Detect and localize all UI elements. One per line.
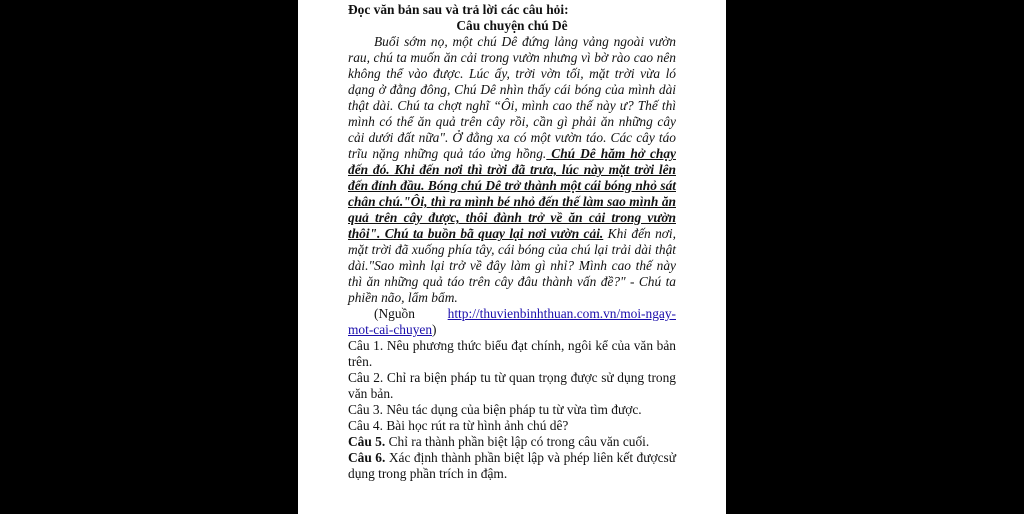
question-item — [348, 402, 676, 418]
story-title: Câu chuyện chú Dê — [456, 18, 568, 33]
document-content — [348, 0, 676, 482]
story-paragraph — [348, 34, 676, 306]
source-suffix: ) — [432, 322, 437, 337]
question-text: Xác định thành phần biệt lập và phép liên kết đượcsử dụng trong phần trích in đậm. — [348, 450, 676, 481]
question-label: Câu 2. — [348, 370, 384, 385]
question-item — [348, 338, 676, 370]
source-prefix: (Nguồn — [374, 306, 415, 321]
question-text: Nêu tác dụng của biện pháp tu từ vừa tìm được. — [382, 402, 642, 417]
instruction-heading: Đọc văn bản sau và trả lời các câu hỏi: — [348, 2, 569, 17]
question-text: Chỉ ra thành phần biệt lập có trong câu văn cuối. — [385, 434, 650, 449]
story-part-2: Khi đến nơi, mặt trời đã xuống phía tây, cái bóng của chú lại trải dài thật dài."Sao mình lại trở về đây làm gì nhỉ? Mình cao thế này thì ăn những quả táo trên cây đâu thành vấn đề?" - Chú ta phiền não, lẩm bẩm. — [348, 226, 676, 305]
question-item — [348, 434, 676, 450]
question-text: Chỉ ra biện pháp tu từ quan trọng được sử dụng trong văn bản. — [348, 370, 677, 401]
question-text: Bài học rút ra từ hình ảnh chú dê? — [382, 418, 569, 433]
question-text: Nêu phương thức biểu đạt chính, ngôi kể của văn bản trên. — [348, 338, 677, 369]
question-label: Câu 6. — [348, 450, 386, 465]
question-label: Câu 1. — [348, 338, 384, 353]
question-label: Câu 4. — [348, 418, 383, 433]
question-label: Câu 3. — [348, 402, 383, 417]
story-part-1: Buổi sớm nọ, một chú Dê đứng lảng vảng ngoài vườn rau, chú ta muốn ăn cải trong vườn nhưng vì bờ rào cao nên không thể vào được. Lúc ấy, trời vờn tối, mặt trời vừa ló dạng ở đằng đông, Chú Dê nhìn thấy cái bóng của mình dài thật dài. Chú ta chợt nghĩ “Ôi, mình cao thế này ư? Thế thì mình có thể ăn quả trên cây rồi, cần gì phải ăn những cây cải dưới đất nữa". Ở đằng xa có một vườn táo. Các cây táo trĩu nặng những quả táo ửng hồng. — [348, 34, 676, 161]
question-item — [348, 370, 676, 402]
question-label: Câu 5. — [348, 434, 386, 449]
document-page — [298, 0, 726, 514]
question-item — [348, 450, 676, 482]
source-citation — [348, 306, 676, 338]
question-list — [348, 338, 676, 482]
source-link[interactable]: http://thuvienbinhthuan.com.vn/moi-ngay-mot-cai-chuyen — [348, 306, 676, 337]
story-highlighted-excerpt: Chú Dê hăm hở chạy đến đó. Khi đến nơi thì trời đã trưa, lúc này mặt trời lên đến đỉnh đầu. Bóng chú Dê trở thành một cái bóng nhỏ sát chân chú."Ôi, thì ra mình bé nhỏ đến thế làm sao mình ăn quả trên cây được, thôi đành trở về ăn cải trong vườn thôi". Chú ta buồn bã quay lại nơi vườn cải. — [348, 146, 676, 241]
question-item — [348, 418, 676, 434]
